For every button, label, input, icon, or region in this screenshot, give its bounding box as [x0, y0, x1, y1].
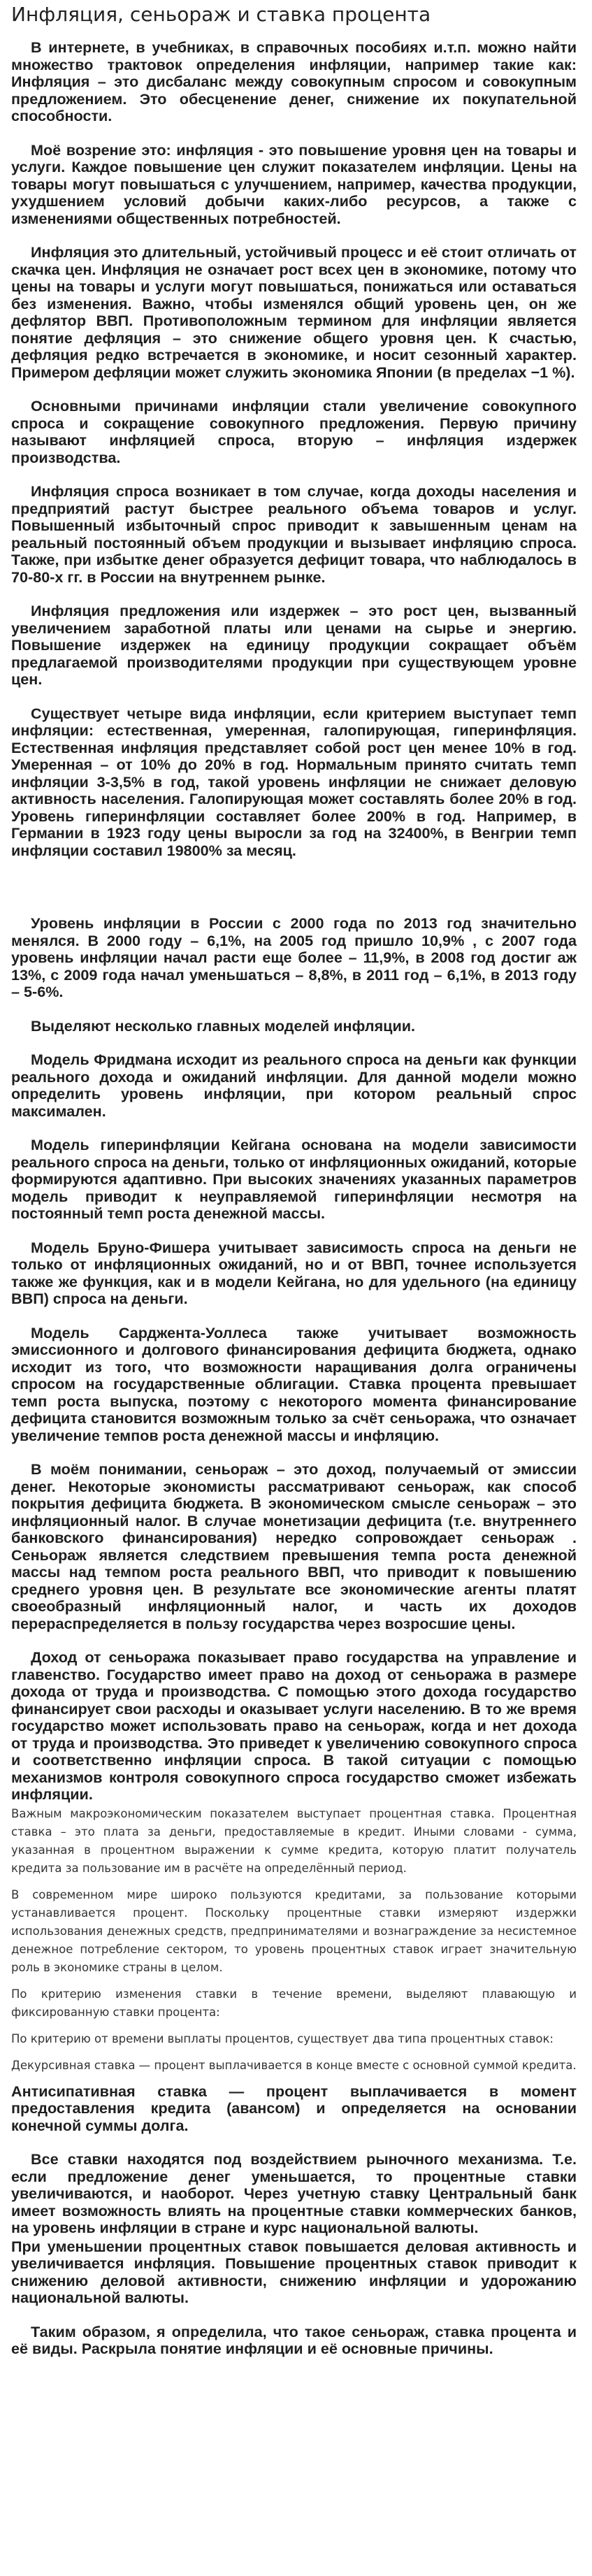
page-title: Инфляция, сеньораж и ставка процента — [11, 3, 431, 26]
paragraph-seigniorage-income: Доход от сеньоража показывает право государства на управление и главенство. Государство имеет право на доход от сеньоража в размере дохода от труда и производства. С помощью этого дохода государство финансирует свои расходы и оказывает услуги населению. В то же время государство может использовать право на сеньораж, когда и нет дохода от труда и производства. Это приведет к увеличению совокупного спроса и соответственно инфляции спроса. В такой ситуации с помощью механизмов контроля совокупного спроса государство сможет избежать инфляции. — [11, 1648, 577, 1803]
paragraph-rate-effects: При уменьшении процентных ставок повышается деловая активность и увеличивается инфляция. Повышение процентных ставок приводит к снижению деловой активности, снижению инфляции и удорожанию национальной валюты. — [11, 2237, 577, 2306]
paragraph-cost-inflation: Инфляция предложения или издержек – это рост цен, вызванный увеличением заработной платы или ценами на сырье и энергию. Повышение издержек на единицу продукции сокращает объём предлагаемой производителями продукции при существующем уровне цен. — [11, 602, 577, 688]
paragraph-decursive-rate: Декурсивная ставка — процент выплачивается в конце вместе с основной суммой кредита. — [11, 2058, 577, 2072]
paragraph-long-process: Инфляция это длительный, устойчивый процесс и её стоит отличать от скачка цен. Инфляция не означает рост всех цен в экономике, потому что цены на товары и услуги могут повышаться, понижаться или оставаться без изменения. Важно, чтобы изменялся общий уровень цен, он же дефлятор ВВП. Противоположным термином для инфляции является понятие дефляция – это снижение общего уровня цен. К счастью, дефляция редко встречается в экономике, и носит сезонный характер. Примером дефляции может служить экономика Японии (в пределах −1 %). — [11, 243, 577, 381]
paragraph-definitions: В интернете, в учебниках, в справочных пособиях и.т.п. можно найти множество трактовок определения инфляции, например такие как: Инфляция – это дисбаланс между совокупным спросом и совокупным предложением. Это обесценение денег, снижение их покупательной способности. — [11, 38, 577, 124]
paragraph-rate-change-criterion: По критерию изменения ставки в течение времени, выделяют плавающую и фиксированную ставки процента: — [11, 1987, 577, 2019]
paragraph-models-intro: Выделяют несколько главных моделей инфляции. — [31, 1016, 415, 1035]
paragraph-causes: Основными причинами инфляции стали увеличение совокупного спроса и сокращение совокупного предложения. Первую причину называют инфляцией спроса, вторую – инфляция издержек производства. — [11, 397, 577, 466]
paragraph-conclusion: Таким образом, я определила, что такое сеньораж, ставка процента и её виды. Раскрыла понятие инфляции и её основные причины. — [11, 2322, 577, 2357]
paragraph-demand-inflation: Инфляция спроса возникает в том случае, когда доходы населения и предприятий растут быстрее реального объема товаров и услуг. Повышенный избыточный спрос приводит к завышенным ценам на реальный постоянный объем продукции и вызывает инфляцию спроса. Также, при избытке денег образуется дефицит товара, что наблюдалось в 70-80-х гг. в России на внутреннем рынке. — [11, 482, 577, 586]
paragraph-market-mechanism: Все ставки находятся под воздействием рыночного механизма. Т.е. если предложение денег уменьшается, то процентные ставки увеличиваются, и наоборот. Через учетную ставку Центральный банк имеет возможность влиять на процентные ставки коммерческих банков, на уровень инфляции в стране и курс национальной валюты. — [11, 2150, 577, 2236]
paragraph-sargent-wallace-model: Модель Сарджента-Уоллеса также учитывает возможность эмиссионного и долгового финансирования дефицита бюджета, однако исходит из того, что возможности наращивания долга ограничены спросом на государственные облигации. Ставка процента превышает темп роста выпуска, поэтому с некоторого момента финансирование дефицита становится возможным только за счёт сеньоража, что означает увеличение темпов роста денежной массы и инфляцию. — [11, 1323, 577, 1444]
paragraph-russia-inflation: Уровень инфляции в России с 2000 года по 2013 год значительно менялся. В 2000 году – 6,1%, на 2005 год пришло 10,9% , с 2007 года уровень инфляции начал расти еще более – 11,9%, в 2008 год достиг аж 13%, с 2009 года начал уменьшаться – 8,8%, в 2011 год – 6,1%, в 2013 году – 5-6%. — [11, 914, 577, 1000]
paragraph-friedman-model: Модель Фридмана исходит из реального спроса на деньги как функции реального дохода и ожиданий инфляции. Для данной модели можно определить уровень инфляции, при котором реальный спрос максимален. — [11, 1051, 577, 1120]
paragraph-payment-time-criterion: По критерию от времени выплаты процентов, существует два типа процентных ставок: — [11, 2031, 554, 2045]
paragraph-seigniorage: В моём понимании, сеньораж – это доход, получаемый от эмиссии денег. Некоторые экономисты рассматривают сеньораж, как способ покрытия дефицита бюджета. В экономическом смысле сеньораж – это инфляционный налог. В случае монетизации дефицита (т.е. внутреннего банковского финансирования) нередко сопровождает сеньораж . Сеньораж является следствием превышения темпа роста денежной массы над темпом роста реального ВВП, что приводит к повышению среднего уровня цен. В результате все экономические агенты платят своеобразный инфляционный налог, и часть их доходов перераспределяется в пользу государства через возросшие цены. — [11, 1460, 577, 1632]
paragraph-credit-use: В современном мире широко пользуются кредитами, за пользование которыми устанавливается процент. Поскольку процентные ставки измеряют издержки использования денежных средств, предпринимателями и вознаграждение за несистемное денежное потребление сектором, то уровень процентных ставок играет значительную роль в экономике страны в целом. — [11, 1887, 577, 1974]
paragraph-opinion: Моё возрение это: инфляция - это повышение уровня цен на товары и услуги. Каждое повышение цен служит показателем инфляции. Цены на товары могут повышаться с улучшением, например, качества продукции, ухудшением условий добычи каких-либо ресурсов, а также с изменениями общественных потребностей. — [11, 141, 577, 227]
paragraph-inflation-types: Существует четыре вида инфляции, если критерием выступает темп инфляции: естественная, умеренная, галопирующая, гиперинфляция. Естественная инфляция представляет собой рост цен менее 10% в год. Умеренная – от 10% до 20% в год. Нормальным принято считать темп инфляции 3-3,5% в год, такой уровень инфляции не снижает деловую активность населения. Галопирующая может составлять более 20% в год. Уровень гиперинфляции составляет более 200% в год. Например, в Германии в 1923 году цены выросли за год на 32400%, в Венгрии темп инфляции составил 19800% за месяц. — [11, 704, 577, 859]
paragraph-bruno-fischer-model: Модель Бруно-Фишера учитывает зависимость спроса на деньги не только от инфляционных ожиданий, но и от ВВП, точнее используется также же функция, как и в модели Кейгана, но для удельного (на единицу ВВП) спроса на деньги. — [11, 1238, 577, 1307]
paragraph-cagan-model: Модель гиперинфляции Кейгана основана на модели зависимости реального спроса на деньги, только от инфляционных ожиданий, которые формируются адаптивно. При высоких значениях указанных параметров модель приводит к неуправляемой гиперинфляции несмотря на постоянный темп роста денежной массы. — [11, 1136, 577, 1222]
paragraph-interest-rate: Важным макроэкономическим показателем выступает процентная ставка. Процентная ставка – это плата за деньги, предоставляемые в кредит. Иными словами - сумма, указанная в процентном выражении к сумме кредита, которую платит получатель кредита за пользование им в расчёте на определённый период. — [11, 1806, 577, 1875]
paragraph-anticipative-rate: Антисипативная ставка — процент выплачивается в момент предоставления кредита (авансом) и определяется на основании конечной суммы долга. — [11, 2082, 577, 2134]
